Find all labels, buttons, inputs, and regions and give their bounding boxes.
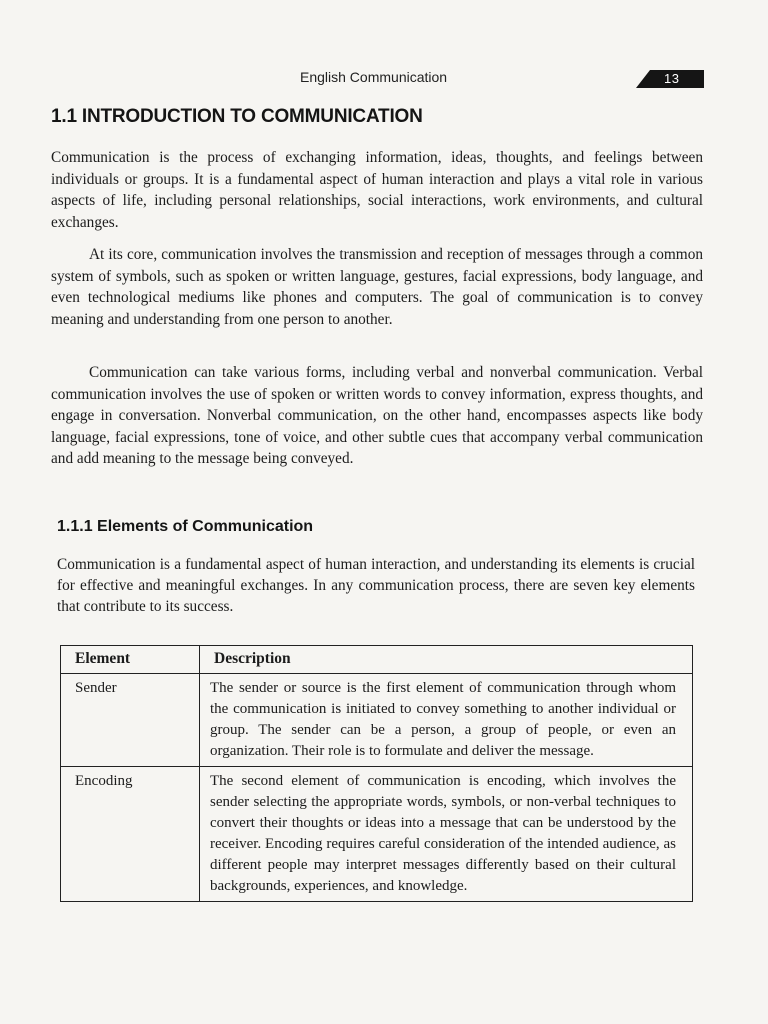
table-header-row: [61, 646, 693, 674]
description-cell: The sender or source is the first element of communication through whom the communication is initiated to convey something to another individual or group. The sender can be a person, a group of people, or even an organization. Their role is to formulate and deliver the message.: [200, 674, 693, 767]
page-number: 13: [664, 71, 680, 86]
header-element: Element: [61, 646, 200, 674]
table-row: [61, 674, 693, 767]
subsection-title: 1.1.1 Elements of Communication: [57, 518, 314, 535]
table-row: [61, 767, 693, 902]
subsection-intro: Communication is a fundamental aspect of human interaction, and understanding its elements is crucial for effective and meaningful exchanges. In any communication process, there are seven key elements that contribute to its success.: [57, 556, 695, 615]
header-description: Description: [200, 646, 693, 674]
element-cell: Sender: [61, 674, 200, 767]
running-head: English Communication: [300, 69, 448, 85]
elements-table: [60, 645, 693, 902]
intro-paragraph-2: At its core, communication involves the transmission and reception of messages through a common system of symbols, such as spoken or written language, gestures, facial expressions, body language, and even technological mediums like phones and computers. The goal of communication is to convey meaning and understanding from one person to another.: [51, 246, 703, 328]
element-cell: Encoding: [61, 767, 200, 902]
section-title: 1.1 INTRODUCTION TO COMMUNICATION: [51, 106, 423, 127]
description-cell: The second element of communication is encoding, which involves the sender selecting the appropriate words, symbols, or non-verbal techniques to convert their thoughts or ideas into a message that can be understood by the receiver. Encoding requires careful consideration of the intended audience, as different people may interpret messages differently based on their cultural backgrounds, experiences, and knowledge.: [200, 767, 693, 902]
intro-paragraph-3: Communication can take various forms, including verbal and nonverbal communication. Verbal communication involves the use of spoken or written words to convey information, express thoughts, and engage in conversation. Nonverbal communication, on the other hand, encompasses aspects like body language, facial expressions, tone of voice, and other subtle cues that accompany verbal communication and add meaning to the message being conveyed.: [51, 364, 703, 468]
intro-paragraph-1: Communication is the process of exchanging information, ideas, thoughts, and feelings between individuals or groups. It is a fundamental aspect of human interaction and plays a vital role in various aspects of life, including personal relationships, social interactions, work environments, and cultural exchanges.: [51, 149, 703, 231]
